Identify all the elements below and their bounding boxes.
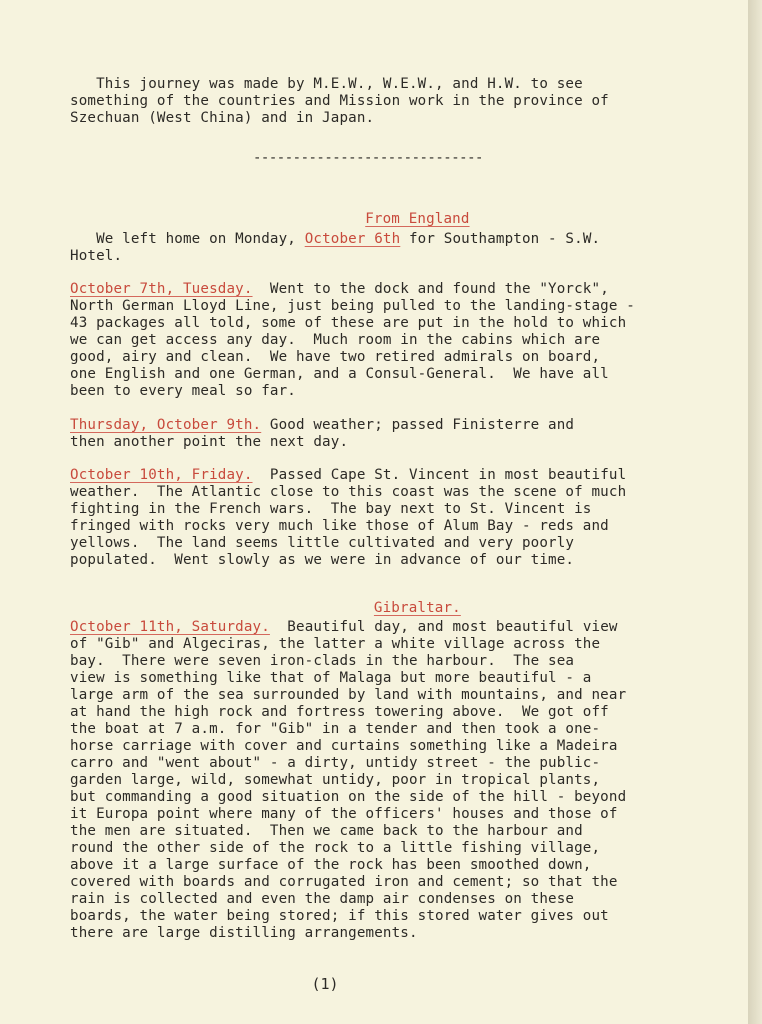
intro-paragraph: This journey was made by M.E.W., W.E.W., and H.W. to see something of the countries and Mission work in the province of Szechuan (West China) and in Japan. xyxy=(70,76,609,126)
paragraph-october-10 xyxy=(70,467,720,569)
p4-text: Passed Cape St. Vincent in most beautiful weather. The Atlantic close to this coast was the scene of much fighting in the French wars. The bay next to St. Vincent is fringed with rocks very much like those of Alum Bay - reds and yellows. The land seems little cultivated and very poorly populated. Went slowly as we were in advance of our time. xyxy=(70,467,627,568)
p2-date: October 7th, Tuesday. xyxy=(70,281,253,297)
p5-text: Beautiful day, and most beautiful view of "Gib" and Algeciras, the latter a white village across the bay. There were seven iron-clads in the harbour. The sea view is something like that of Malaga but more beautiful - a large arm of the sea surrounded by land with mountains, and near at hand the high rock and fortress towering above. We got off the boat at 7 a.m. for "Gib" in a tender and then took a one- horse carriage with cover and curtains something like a Madeira carro and "went about" - a dirty, untidy street - the public- garden large, wild, somewhat untidy, poor in tropical plants, but commanding a good situation on the side of the hill - beyond it Europa point where many of the officers' houses and those of the men are situated. Then we came back to the harbour and round the other side of the rock to a little fishing village, above it a large surface of the rock has been smoothed down, covered with boards and corrugated iron and cement; so that the rain is collected and even the damp air condenses on these boards, the water being stored; if this stored water gives out there are large distilling arrangements. xyxy=(70,619,627,941)
p1-before: We left home on Monday, xyxy=(70,231,305,247)
heading-from-england-text: From England xyxy=(365,211,470,227)
p1-after: for Southampton - S.W. Hotel. xyxy=(70,231,601,264)
p3-date: Thursday, October 9th. xyxy=(70,417,262,433)
p3-text: Good weather; passed Finisterre and then another point the next day. xyxy=(70,417,575,450)
page-edge xyxy=(748,0,762,1024)
divider-line: ----------------------------- xyxy=(253,150,483,166)
p4-date: October 10th, Friday. xyxy=(70,467,253,483)
paragraph-october-11 xyxy=(70,619,720,942)
paragraph-october-6 xyxy=(70,231,720,265)
p2-text: Went to the dock and found the "Yorck", North German Lloyd Line, just being pulled to the landing-stage - 43 packages all told, some of these are put in the hold to which we can get access any day. Much room in the cabins which are good, airy and clean. We have two retired admirals on board, one English and one German, and a Consul-General. We have all been to every meal so far. xyxy=(70,281,635,399)
paragraph-october-7 xyxy=(70,281,720,400)
page-number: (1) xyxy=(311,975,339,993)
heading-gibraltar-text: Gibraltar. xyxy=(373,600,461,616)
p5-date: October 11th, Saturday. xyxy=(70,619,270,635)
paragraph-october-9 xyxy=(70,417,720,451)
p1-date: October 6th xyxy=(304,231,401,247)
